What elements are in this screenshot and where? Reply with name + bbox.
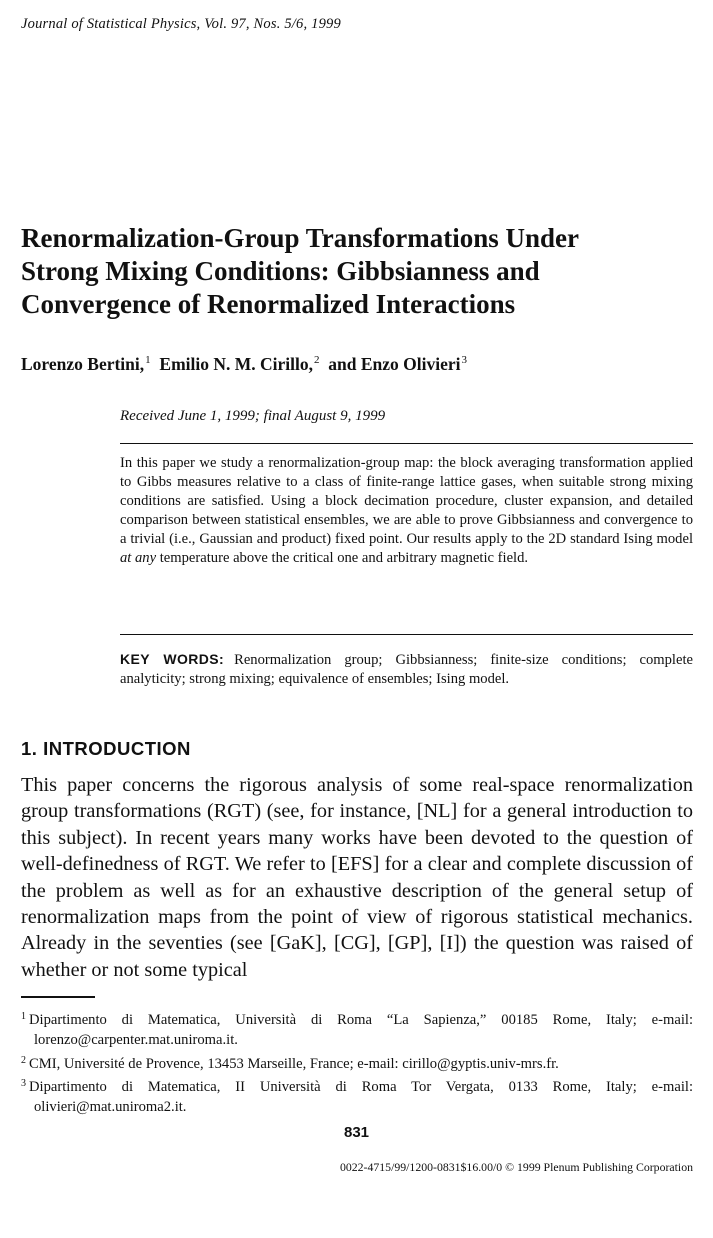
footnote-mark: 3 [21,1078,26,1090]
abstract-emphasis: at any [120,550,157,566]
keywords-text: Renormalization group; Gibbsianness; finite-size conditions; complete analyticity; strong mixing; equivalence of ensembles; Ising model. [120,652,693,687]
title-line-1: Renormalization-Group Transformations Under [21,223,579,253]
received-dates: Received June 1, 1999; final August 9, 1999 [120,408,386,424]
keywords-label: KEY WORDS: [120,651,225,667]
title-line-2: Strong Mixing Conditions: Gibbsianness and [21,256,540,286]
author-affiliation-mark: 3 [461,354,467,366]
author-affiliation-mark: 1 [145,354,151,366]
footnotes [21,1007,693,1118]
author-name: Emilio N. M. Cirillo, [159,354,313,374]
journal-header: Journal of Statistical Physics, Vol. 97, Nos. 5/6, 1999 [21,16,341,32]
page-number: 831 [343,1124,370,1141]
footnote [21,1007,693,1051]
footnote-mark: 2 [21,1054,26,1066]
title-line-3: Convergence of Renormalized Interactions [21,289,516,319]
author-list [21,354,467,375]
abstract-bottom-rule [120,634,693,635]
author-affiliation-mark: 2 [314,354,320,366]
abstract-text: In this paper we study a renormalization-group map: the block averaging transformation applied to Gibbs measures relative to a class of finite-range lattice gases, when suitable strong mixing conditions are satisfied. Using a block decimation procedure, cluster expansion, and detailed comparison between statistical ensembles, we are able to prove Gibbsianness and convergence to a trivial (i.e., Gaussian and product) fixed point. Our results apply to the 2D standard Ising model [120,455,693,547]
paper-title [21,222,701,321]
body-paragraph: This paper concerns the rigorous analysis of some real-space renormalization group transformations (RGT) (see, for instance, [NL] for a general introduction to this subject). In recent years many works have been devoted to the question of well-definedness of RGT. We refer to [EFS] for a clear and complete discussion of the problem as well as for an exhaustive description of the general setup of renormalization maps from the point of view of rigorous statistical mechanics. Already in the seventies (see [GaK], [CG], [GP], [I]) the question was raised of whether or not some typical [21,774,693,981]
copyright-line: 0022-4715/99/1200-0831$16.00/0 © 1999 Plenum Publishing Corporation [339,1160,693,1174]
footnote-text: CMI, Université de Provence, 13453 Marseille, France; e-mail: cirillo@gyptis.univ-mrs.fr. [29,1055,559,1072]
author-name: Lorenzo Bertini, [21,354,145,374]
footnote-mark: 1 [21,1011,26,1022]
footnote-rule [21,996,95,998]
footnote [21,1074,693,1118]
author-name: and Enzo Olivieri [328,354,461,374]
footnote-text: Dipartimento di Matematica, II Università di Roma Tor Vergata, 0133 Rome, Italy; e-mail: olivieri@mat.uniroma2.it. [29,1079,693,1116]
footnote [21,1051,693,1075]
abstract-top-rule [120,443,693,444]
section-heading: 1. INTRODUCTION [21,738,191,759]
keywords [120,650,693,689]
abstract-text-end: temperature above the critical one and arbitrary magnetic field. [159,550,529,566]
footnote-text: Dipartimento di Matematica, Università di Roma “La Sapienza,” 00185 Rome, Italy; e-mail: lorenzo@carpenter.mat.uniroma.it. [29,1012,693,1048]
abstract [120,454,693,568]
